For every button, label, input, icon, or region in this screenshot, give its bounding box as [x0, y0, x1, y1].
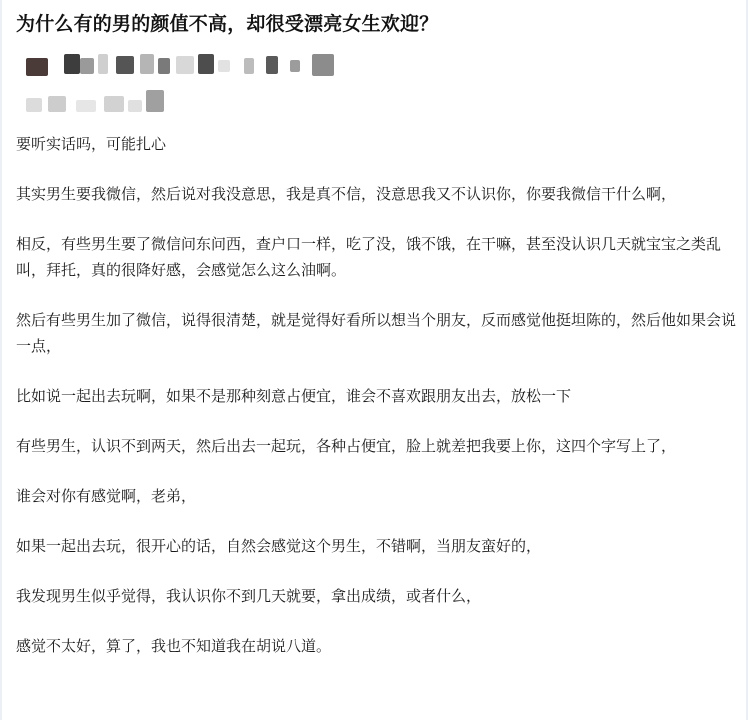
blur-block: [26, 98, 42, 112]
blur-block: [218, 60, 230, 72]
answer-paragraph: 我发现男生似乎觉得，我认识你不到几天就要，拿出成绩，或者什么，: [16, 587, 482, 605]
answer-paragraph: 谁会对你有感觉啊，老弟，: [16, 487, 197, 505]
answer-content: [16, 131, 744, 659]
blur-block: [98, 54, 108, 74]
blur-block: [158, 58, 170, 74]
answer-paragraph: 然后有些男生加了微信，说得很清楚，就是觉得好看所以想当个朋友，反而感觉他挺坦陈的，然后他如果会说一点，: [16, 311, 737, 355]
question-title[interactable]: 为什么有的男的颜值不高，却很受漂亮女生欢迎？: [16, 13, 439, 35]
blur-block: [26, 58, 48, 76]
blur-block: [146, 90, 164, 112]
blur-block: [266, 56, 278, 74]
blur-block: [290, 60, 300, 72]
answer-paragraph: 如果一起出去玩，很开心的话，自然会感觉这个男生，不错啊，当朋友蛮好的，: [16, 537, 542, 555]
blur-block: [312, 54, 334, 76]
blur-block: [48, 96, 66, 112]
answer-paragraph: 要听实话吗，可能扎心: [16, 135, 167, 153]
blur-block: [244, 58, 254, 74]
answer-paragraph: 感觉不太好，算了，我也不知道我在胡说八道。: [16, 637, 332, 655]
blur-block: [104, 96, 124, 112]
blur-block: [140, 54, 154, 74]
blur-block: [176, 56, 194, 74]
blur-block: [198, 54, 214, 74]
blur-block: [64, 54, 80, 74]
blur-block: [80, 58, 94, 74]
answer-paragraph: 有些男生，认识不到两天，然后出去一起玩，各种占便宜，脸上就差把我要上你，这四个字写上了，: [16, 437, 677, 455]
answer-paragraph: 其实男生要我微信，然后说对我没意思，我是真不信，没意思我又不认识你，你要我微信干什么啊，: [16, 185, 677, 203]
answer-paragraph: 相反，有些男生要了微信问东问西，查户口一样，吃了没，饿不饿，在干嘛，甚至没认识几天就宝宝之类乱叫，拜托，真的很降好感，会感觉怎么这么油啊。: [16, 235, 722, 279]
blur-block: [128, 100, 142, 112]
blur-block: [76, 100, 96, 112]
author-info-blurred: [26, 50, 356, 120]
blur-block: [116, 56, 134, 74]
answer-paragraph: 比如说一起出去玩啊，如果不是那种刻意占便宜，谁会不喜欢跟朋友出去，放松一下: [16, 387, 572, 405]
